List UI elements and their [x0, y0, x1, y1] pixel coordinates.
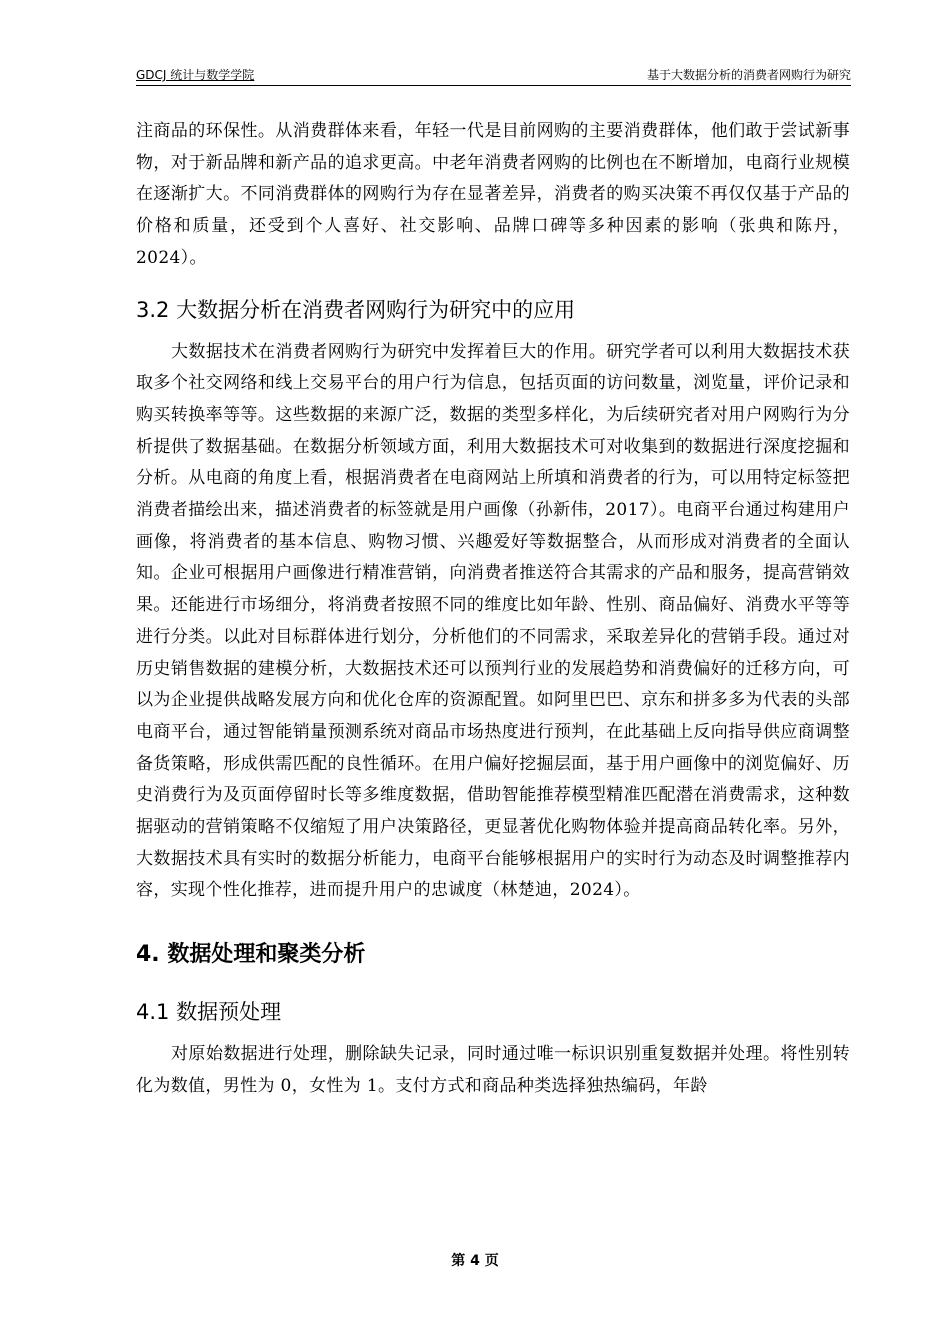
section-heading-4-1: 4.1 数据预处理 — [136, 1000, 282, 1025]
header-rule — [136, 85, 851, 86]
page-header — [136, 66, 851, 88]
paragraph-continued: 注商品的环保性。从消费群体来看，年轻一代是目前网购的主要消费群体，他们敢于尝试新事物，对于新品牌和新产品的追求更高。中老年消费者网购的比例也在不断增加，电商行业规模在逐渐扩大。不同消费群体的网购行为存在显著差异，消费者的购买决策不再仅仅基于产品的价格和质量，还受到个人喜好、社交影响、品牌口碑等多种因素的影响（张典和陈丹，2024）。 — [136, 121, 850, 268]
page-body — [136, 116, 850, 1103]
paragraph-4-1: 对原始数据进行处理，删除缺失记录，同时通过唯一标识识别重复数据并处理。将性别转化为数值，男性为 0，女性为 1。支付方式和商品种类选择独热编码，年龄 — [136, 1044, 850, 1096]
header-paper-title: 基于大数据分析的消费者网购行为研究 — [646, 68, 851, 82]
page-number: 第 4 页 — [451, 1253, 499, 1269]
section-heading-4: 4. 数据处理和聚类分析 — [136, 942, 366, 968]
paragraph-3-2: 大数据技术在消费者网购行为研究中发挥着巨大的作用。研究学者可以利用大数据技术获取多个社交网络和线上交易平台的用户行为信息，包括页面的访问数量，浏览量，评价记录和购买转换率等等。这些数据的来源广泛，数据的类型多样化，为后续研究者对用户网购行为分析提供了数据基础。在数据分析领域方面，利用大数据技术可对收集到的数据进行深度挖掘和分析。从电商的角度上看，根据消费者在电商网站上所填和消费者的行为，可以用特定标签把消费者描绘出来，描述消费者的标签就是用户画像（孙新伟，2017）。电商平台通过构建用户画像，将消费者的基本信息、购物习惯、兴趣爱好等数据整合，从而形成对消费者的全面认知。企业可根据用户画像进行精准营销，向消费者推送符合其需求的产品和服务，提高营销效果。还能进行市场细分，将消费者按照不同的维度比如年龄、性别、商品偏好、消费水平等等进行分类。以此对目标群体进行划分，分析他们的不同需求，采取差异化的营销手段。通过对历史销售数据的建模分析，大数据技术还可以预判行业的发展趋势和消费偏好的迁移方向，可以为企业提供战略发展方向和优化仓库的资源配置。如阿里巴巴、京东和拼多多为代表的头部电商平台，通过智能销量预测系统对商品市场热度进行预判，在此基础上反向指导供应商调整备货策略，形成供需匹配的良性循环。在用户偏好挖掘层面，基于用户画像中的浏览偏好、历史消费行为及页面停留时长等多维度数据，借助智能推荐模型精准匹配潜在消费需求，这种数据驱动的营销策略不仅缩短了用户决策路径，更显著优化购物体验并提高商品转化率。另外，大数据技术具有实时的数据分析能力，电商平台能够根据用户的实时行为动态及时调整推荐内容，实现个性化推荐，进而提升用户的忠诚度（林楚迪，2024）。 — [136, 341, 850, 901]
section-heading-3-2: 3.2 大数据分析在消费者网购行为研究中的应用 — [136, 297, 576, 322]
header-institution: GDCJ 统计与数学学院 — [136, 68, 255, 82]
